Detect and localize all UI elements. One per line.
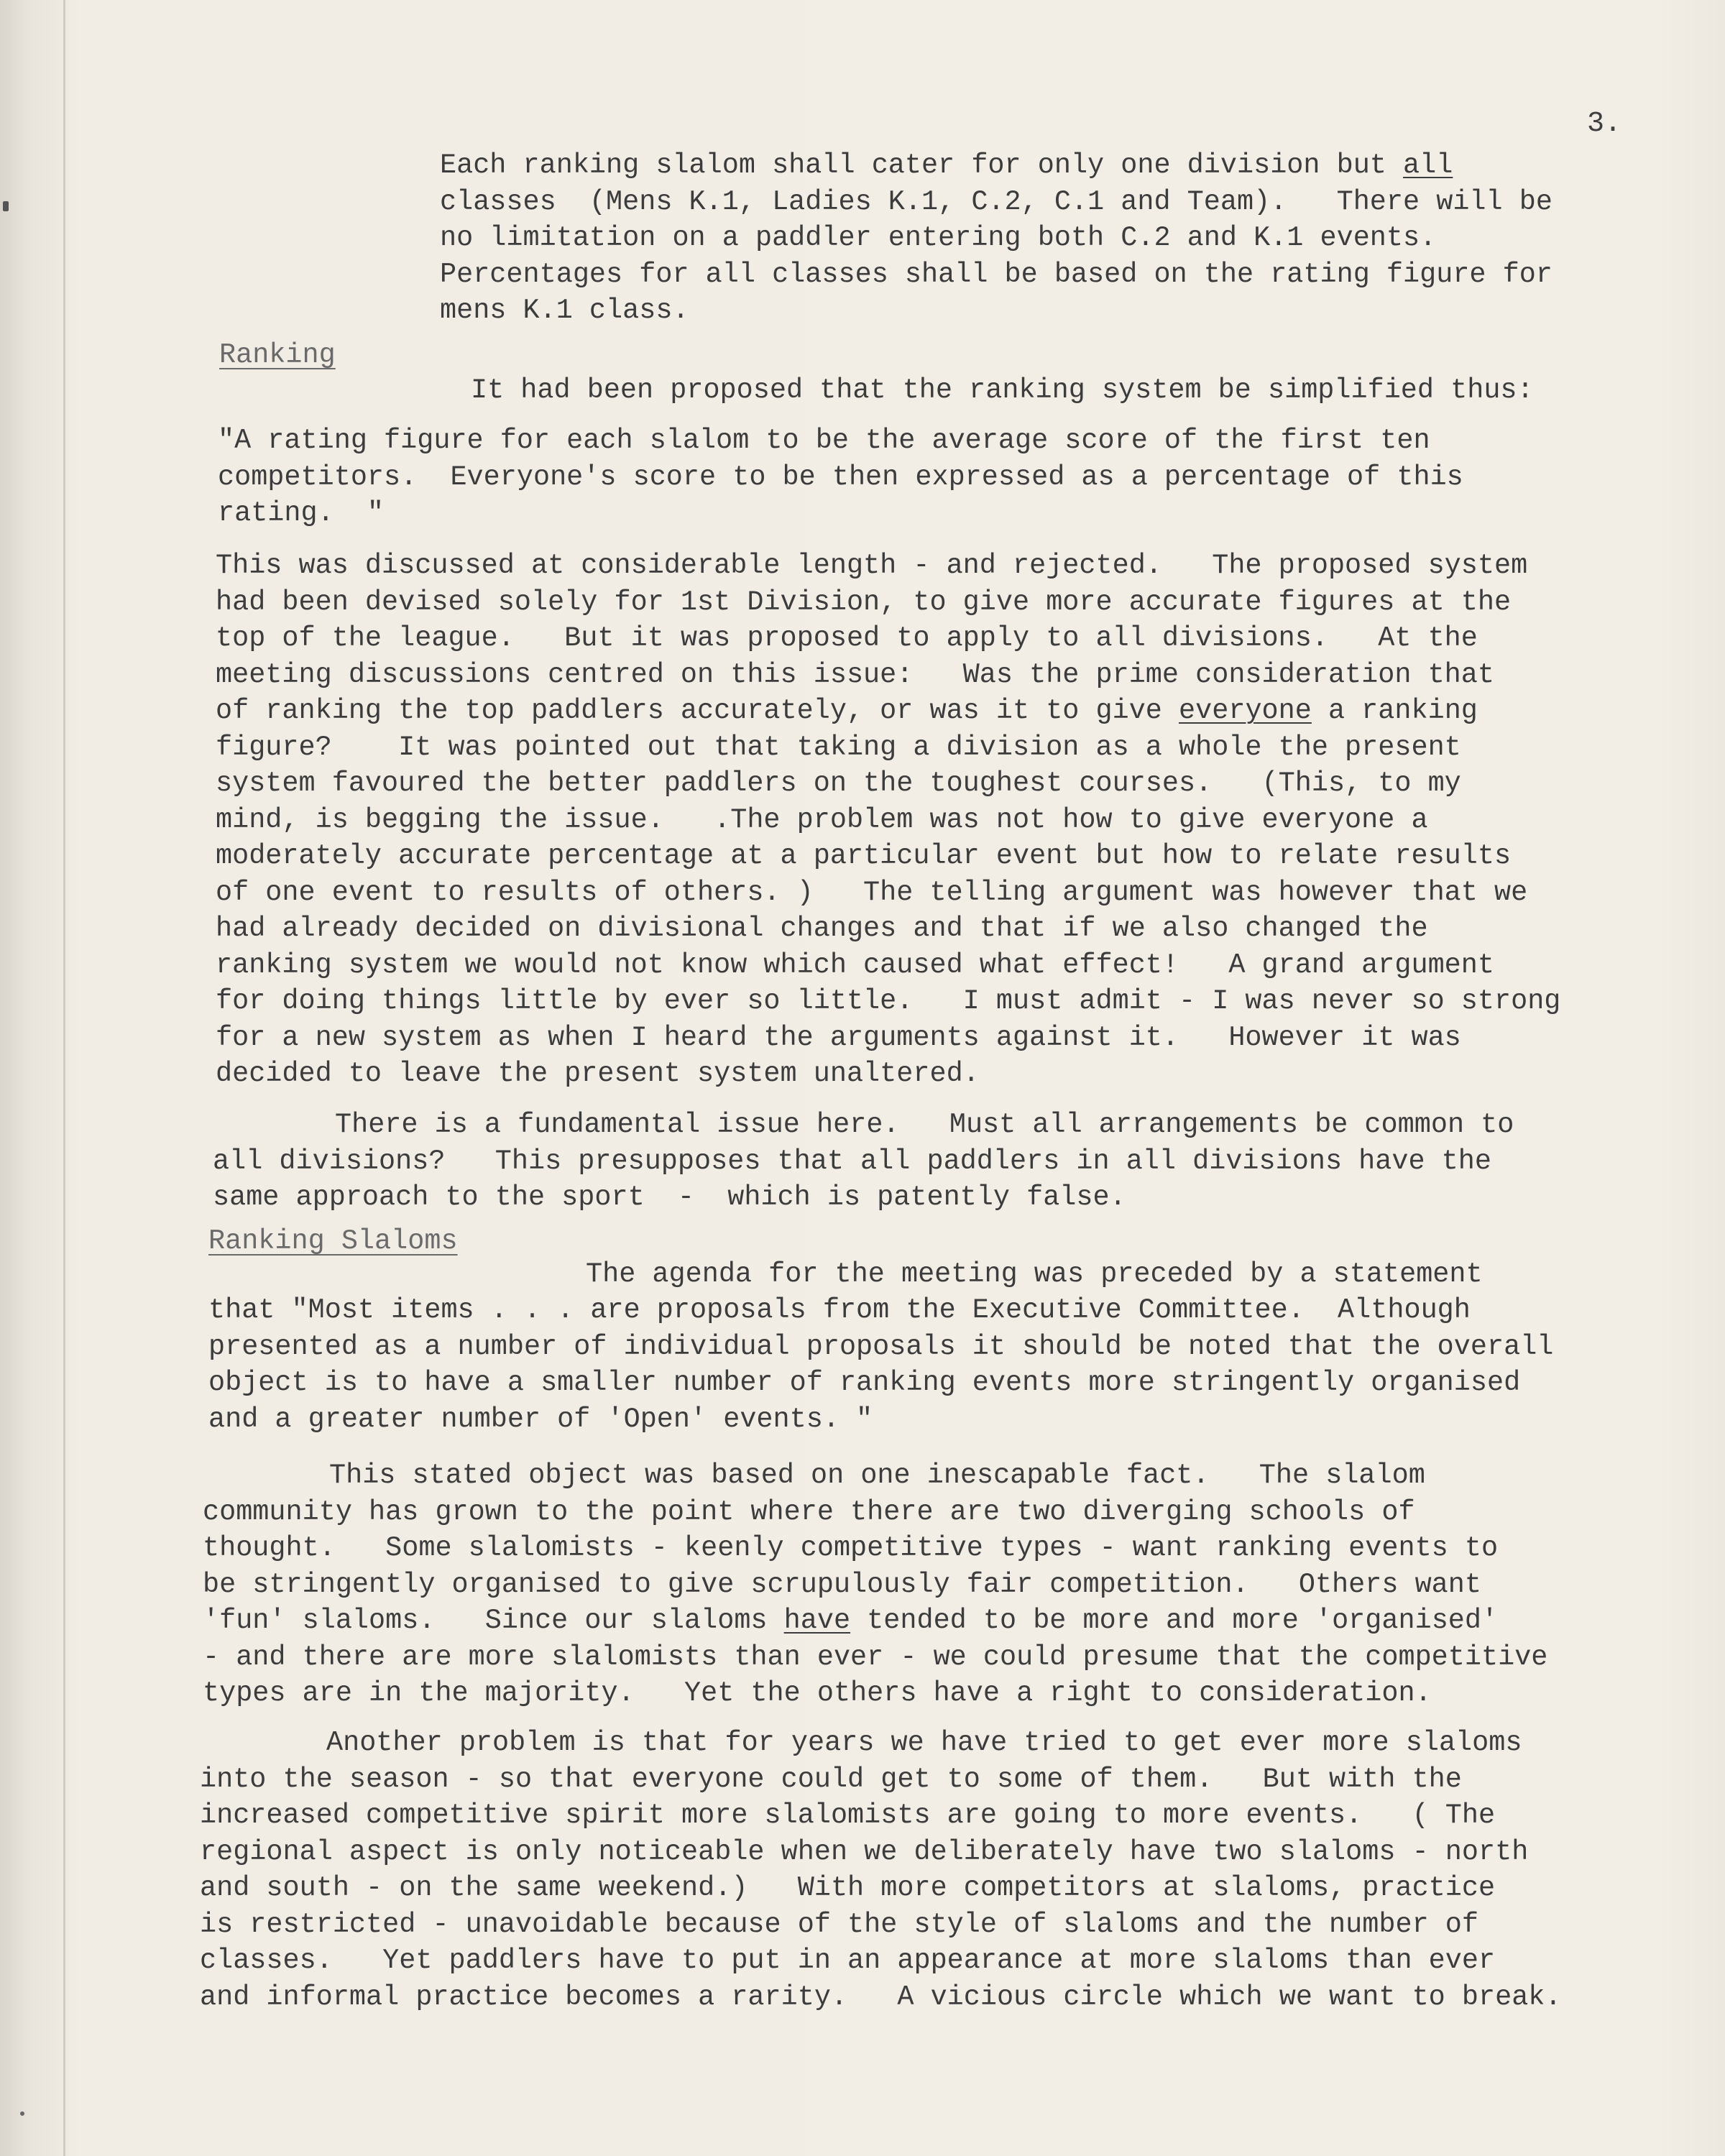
text-line: and a greater number of 'Open' events. " xyxy=(208,1403,873,1435)
text-line: figure? It was pointed out that taking a division as a whole the present xyxy=(216,731,1461,763)
text-line: and informal practice becomes a rarity. A vicious circle which we want to break. xyxy=(200,1981,1562,2013)
text-line: had been devised solely for 1st Division, to give more accurate figures at the xyxy=(216,586,1512,618)
text-line: "A rating figure for each slalom to be the average score of the first ten xyxy=(218,425,1430,456)
text-line: that "Most items . . . are proposals from the Executive Committee. Although xyxy=(208,1294,1471,1326)
text-line: presented as a number of individual proposals it should be noted that the overall xyxy=(208,1330,1554,1363)
text-line: decided to leave the present system unaltered. xyxy=(216,1058,980,1089)
text-line: types are in the majority. Yet the others have a right to consideration. xyxy=(203,1677,1432,1709)
punch-mark xyxy=(3,201,9,211)
text-line: 'fun' slaloms. Since our slaloms have tended to be more and more 'organised' xyxy=(203,1605,1499,1636)
text-line: regional aspect is only noticeable when we deliberately have two slaloms - north xyxy=(200,1835,1529,1868)
text-line: had already decided on divisional changes and that if we also changed the xyxy=(216,913,1428,944)
text-line: is restricted - unavoidable because of the style of slaloms and the number of xyxy=(200,1908,1478,1940)
underlined-word-all: all xyxy=(1403,149,1453,181)
text-line: of ranking the top paddlers accurately, or was it to give everyone a ranking xyxy=(216,695,1478,727)
text-line: This was discussed at considerable length - and rejected. The proposed system xyxy=(216,550,1528,581)
agenda-statement-intro: The agenda for the meeting was preceded by a statement xyxy=(586,1258,1483,1290)
text-line: no limitation on a paddler entering both C.2 and K.1 events. xyxy=(440,222,1437,254)
text-line: system favoured the better paddlers on the toughest courses. (This, to my xyxy=(216,768,1461,799)
text-line: increased competitive spirit more slalomists are going to more events. ( The xyxy=(200,1800,1496,1831)
paragraph-fundamental-issue xyxy=(213,1107,1514,1216)
text-line: Another problem is that for years we have tried to get ever more slaloms xyxy=(326,1727,1522,1759)
text-line: moderately accurate percentage at a particular event but how to relate results xyxy=(216,840,1512,872)
text-line: of one event to results of others. ) The telling argument was however that we xyxy=(216,876,1528,908)
paragraph-agenda-statement xyxy=(208,1292,1553,1437)
text-line: There is a fundamental issue here. Must all arrangements be common to xyxy=(335,1109,1514,1141)
text-line: be stringently organised to give scrupulously fair competition. Others want xyxy=(203,1568,1481,1600)
text-line: same approach to the sport - which is patently false. xyxy=(213,1181,1126,1213)
text-line: all divisions? This presupposes that all paddlers in all divisions have the xyxy=(213,1145,1491,1177)
text-line: for a new system as when I heard the arguments against it. However it was xyxy=(216,1021,1461,1054)
paragraph-discussion xyxy=(216,548,1560,1092)
underlined-word-have: have xyxy=(783,1605,851,1636)
text-line: mens K.1 class. xyxy=(440,295,689,326)
text-line: classes. Yet paddlers have to put in an appearance at more slaloms than ever xyxy=(200,1945,1496,1976)
paragraph-another-problem xyxy=(200,1725,1562,2015)
paragraph-rating-quote xyxy=(218,423,1463,532)
ink-speck xyxy=(20,2111,24,2116)
text-line: community has grown to the point where there are two diverging schools of xyxy=(203,1496,1415,1528)
heading-ranking-slaloms: Ranking Slaloms xyxy=(208,1225,458,1257)
text-line: Each ranking slalom shall cater for only one division but all xyxy=(440,149,1453,181)
text-line: competitors. Everyone's score to be then expressed as a percentage of this xyxy=(218,461,1463,493)
text-line: mind, is begging the issue. .The problem was not how to give everyone a xyxy=(216,803,1428,836)
text-line: meeting discussions centred on this issue: Was the prime consideration that xyxy=(216,658,1494,691)
underlined-word-everyone: everyone xyxy=(1179,695,1312,727)
page-number: 3. xyxy=(1587,108,1622,140)
heading-ranking: Ranking xyxy=(219,339,336,371)
text-line: top of the league. But it was proposed to apply to all divisions. At the xyxy=(216,622,1478,654)
text-line: thought. Some slalomists - keenly competitive types - want ranking events to xyxy=(203,1532,1499,1564)
text-line: into the season - so that everyone could get to some of them. But with the xyxy=(200,1763,1462,1795)
text-line: ranking system we would not know which caused what effect! A grand argument xyxy=(216,949,1494,981)
text-line: for doing things little by ever so little. I must admit - I was never so strong xyxy=(216,985,1561,1017)
paragraph-division-classes xyxy=(440,147,1552,329)
text-line: object is to have a smaller number of ranking events more stringently organised xyxy=(208,1367,1521,1399)
text-line: and south - on the same weekend.) With more competitors at slaloms, practice xyxy=(200,1872,1496,1904)
text-line: classes (Mens K.1, Ladies K.1, C.2, C.1 and Team). There will be xyxy=(440,185,1552,218)
paragraph-stated-object xyxy=(203,1457,1547,1712)
text-line: - and there are more slalomists than ever - we could presume that the competitive xyxy=(203,1641,1548,1673)
text-line: This stated object was based on one inescapable fact. The slalom xyxy=(329,1460,1425,1491)
binding-edge xyxy=(63,0,65,2156)
text-line: Percentages for all classes shall be based on the rating figure for xyxy=(440,258,1552,290)
ranking-proposal-intro: It had been proposed that the ranking system be simplified thus: xyxy=(471,374,1534,406)
text-line: rating. " xyxy=(218,497,385,529)
